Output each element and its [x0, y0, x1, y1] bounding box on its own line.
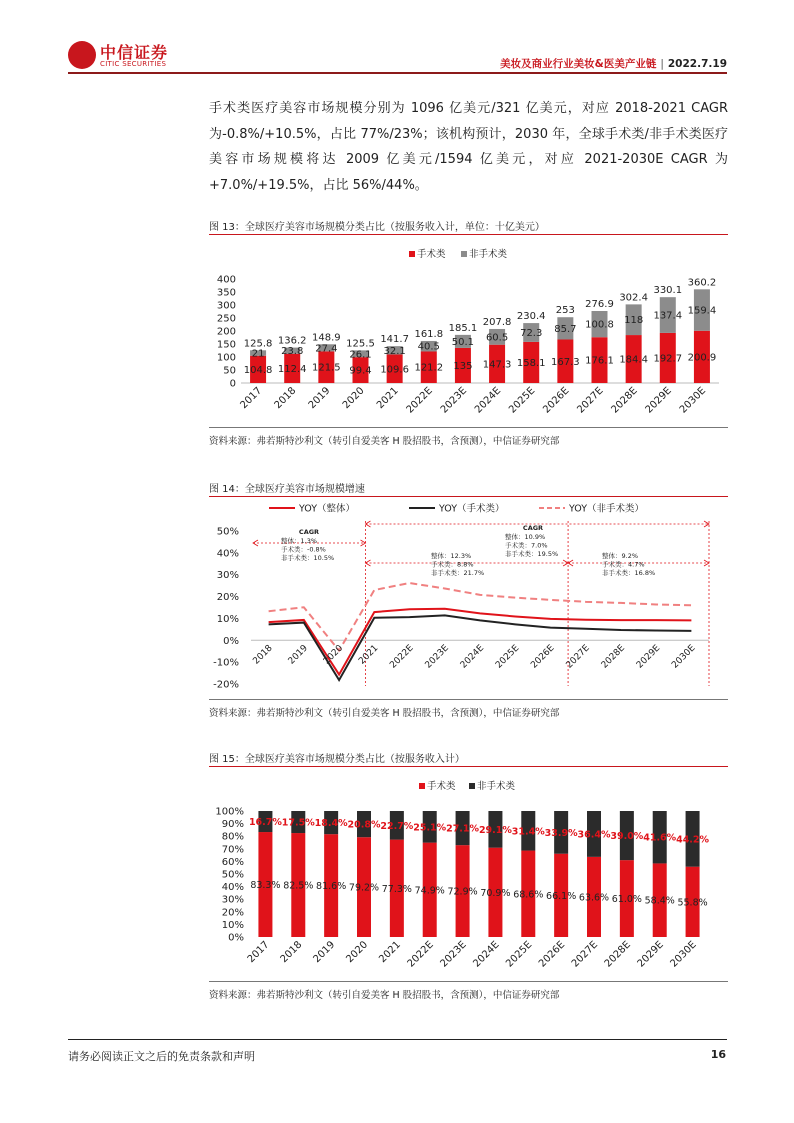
legend-swatch-1: [469, 783, 475, 789]
x-tick-label: 2019: [311, 939, 338, 966]
bar-share-label: 74.9%: [414, 885, 445, 897]
cagr-right-line: 非手术类：19.5%: [505, 550, 559, 558]
x-tick-label: 2027E: [575, 385, 606, 416]
x-tick-label: 2020: [321, 643, 346, 667]
x-tick-label: 2017: [238, 385, 265, 412]
y-tick-label: 100%: [215, 806, 244, 818]
bar-share-label: 82.5%: [283, 880, 314, 892]
x-tick-label: 2030E: [670, 643, 698, 671]
legend-label-2: YOY（非手术类）: [569, 503, 645, 515]
bar-value-label: 60.5: [485, 332, 509, 344]
x-tick-label: 2021: [357, 643, 381, 667]
y-tick-label: 50: [223, 365, 236, 377]
cagr-right-line: 手术类：7.0%: [505, 541, 548, 550]
y-tick-label: 40%: [216, 548, 239, 560]
y-tick-label: 10%: [221, 919, 244, 931]
y-tick-label: 20%: [216, 592, 239, 604]
x-tick-label: 2027E: [569, 939, 601, 970]
page-number: 16: [710, 1048, 726, 1061]
bar-value-label: 99.4: [349, 365, 372, 377]
bar-total-label: 302.4: [619, 292, 648, 304]
y-tick-label: 50%: [216, 526, 239, 538]
bar-total-label: 161.8: [414, 328, 444, 340]
y-tick-label: 300: [216, 300, 236, 312]
bar-total-label: 125.5: [346, 338, 375, 350]
x-tick-label: 2029E: [635, 939, 666, 970]
bar-share-label: 81.6%: [316, 881, 347, 893]
fig14-bottom-rule: [209, 699, 728, 700]
bar-value-label: 121.2: [414, 362, 444, 374]
bar-value-label: 184.4: [619, 354, 648, 366]
cagr-right-cagr-label: CAGR: [522, 524, 544, 532]
bar-value-label: 21: [251, 348, 265, 360]
bar-value-label: 26.1: [349, 349, 372, 361]
report-name: 美妆及商业行业美妆&医美产业链: [500, 58, 657, 70]
bar-share-label: 83.3%: [250, 880, 281, 892]
cagr-late-line: 手术类：4.7%: [602, 560, 645, 569]
fig14-chart: [209, 498, 728, 698]
x-tick-label: 2020: [340, 385, 367, 412]
fig15-bottom-rule: [209, 981, 728, 982]
legend-label-0: 手术类: [417, 249, 446, 260]
x-tick-label: 2026E: [541, 385, 572, 416]
y-tick-label: 30%: [221, 894, 244, 906]
bar-share-label: 41.6%: [643, 832, 677, 844]
bar-share-label: 27.1%: [446, 823, 480, 835]
x-tick-label: 2029E: [643, 385, 674, 416]
y-tick-label: 250: [216, 313, 236, 325]
y-tick-label: 0: [229, 378, 236, 390]
bar-share-label: 18.4%: [314, 818, 348, 830]
bar-share-label: 66.1%: [546, 890, 577, 902]
bar-total-label: 207.8: [482, 316, 512, 328]
legend-label-0: YOY（整体）: [299, 503, 356, 515]
y-tick-label: 10%: [216, 613, 239, 625]
cagr-mid-line: 整体：12.3%: [431, 552, 472, 560]
y-tick-label: 200: [216, 326, 236, 338]
y-tick-label: 100: [216, 352, 236, 364]
fig13-chart: [209, 236, 728, 426]
bar-value-label: 176.1: [585, 355, 614, 367]
legend-label-1: 非手术类: [477, 781, 516, 792]
x-tick-label: 2022E: [405, 939, 436, 970]
bar-share-label: 77.3%: [381, 883, 412, 895]
bar-share-label: 16.7%: [248, 817, 282, 829]
bar-share-label: 31.4%: [511, 826, 545, 838]
x-tick-label: 2028E: [599, 643, 628, 671]
bar-share-label: 29.1%: [478, 824, 512, 836]
x-tick-label: 2030E: [677, 385, 709, 416]
x-tick-label: 2019: [306, 385, 333, 412]
bar-total-label: 253: [555, 305, 575, 317]
y-tick-label: 60%: [221, 856, 244, 868]
cagr-right-line: 整体：10.9%: [505, 533, 546, 541]
footer-divider: [68, 1039, 727, 1040]
bar-share-label: 55.8%: [677, 897, 708, 909]
fig13-title: 图 13：全球医疗美容市场规模分类占比（按服务收入计，单位：十亿美元）: [209, 222, 545, 233]
x-tick-label: 2025E: [504, 939, 535, 970]
bar-share-label: 22.7%: [380, 820, 414, 832]
fig13-title-rule: [209, 234, 728, 235]
fig15-title-rule: [209, 766, 728, 767]
fig15-source: 资料来源：弗若斯特沙利文（转引自爱美客 H 股招股书，含预测），中信证券研究部: [209, 990, 560, 1001]
bar-value-label: 50.1: [451, 336, 475, 348]
bar-value-label: 137.4: [653, 310, 683, 322]
bar-total-label: 141.7: [380, 334, 409, 346]
bar-total-label: 360.2: [687, 277, 717, 289]
x-tick-label: 2023E: [423, 643, 451, 671]
bar-share-label: 63.6%: [578, 892, 610, 904]
x-tick-label: 2021: [377, 939, 403, 966]
bar-value-label: 147.3: [482, 359, 512, 371]
report-date: 2022.7.19: [667, 58, 727, 70]
x-tick-label: 2027E: [564, 643, 592, 671]
report-header: [500, 56, 727, 71]
bar-value-label: 72.3: [520, 327, 543, 339]
bar-value-label: 85.7: [554, 323, 577, 335]
bar-value-label: 104.8: [243, 364, 273, 376]
bar-value-label: 135: [453, 360, 473, 372]
y-tick-label: 20%: [221, 907, 244, 919]
x-tick-label: 2023E: [438, 385, 470, 416]
bar-value-label: 40.5: [417, 341, 440, 353]
bar-share-label: 72.9%: [447, 886, 478, 898]
x-tick-label: 2021: [374, 385, 401, 412]
x-tick-label: 2023E: [438, 939, 469, 970]
footer-disclaimer: 请务必阅读正文之后的免责条款和声明: [68, 1050, 255, 1063]
bar-value-label: 121.5: [312, 362, 341, 374]
legend-label-1: YOY（手术类）: [439, 503, 505, 515]
bar-value-label: 200.9: [687, 352, 717, 364]
fig14-title: 图 14：全球医疗美容市场规模增速: [209, 484, 365, 495]
bar-value-label: 118: [624, 315, 644, 327]
x-tick-label: 2022E: [404, 385, 435, 416]
bar-value-label: 167.3: [551, 356, 580, 368]
cagr-mid-line: 手术类：8.8%: [431, 560, 474, 569]
y-tick-label: 150: [216, 339, 236, 351]
cagr-left-line: 非手术类：10.5%: [281, 554, 335, 562]
x-tick-label: 2018: [272, 385, 299, 412]
bar-value-label: 109.6: [380, 364, 409, 376]
bar-total-label: 185.1: [448, 322, 478, 334]
bar-value-label: 32.1: [383, 345, 406, 357]
y-tick-label: 40%: [221, 882, 244, 894]
bar-share-label: 39.0%: [610, 831, 644, 843]
x-tick-label: 2026E: [537, 939, 568, 970]
bar-value-label: 112.4: [277, 363, 307, 375]
y-tick-label: 30%: [216, 570, 239, 582]
bar-share-label: 25.1%: [413, 822, 447, 834]
bar-total-label: 276.9: [585, 299, 614, 311]
x-tick-label: 2028E: [602, 939, 633, 970]
bar-value-label: 23.8: [281, 346, 304, 358]
y-tick-label: 0%: [223, 635, 239, 647]
bar-share-label: 36.4%: [577, 829, 611, 841]
x-tick-label: 2017: [245, 939, 272, 966]
bar-value-label: 27.4: [315, 343, 338, 355]
y-tick-label: -20%: [213, 679, 239, 691]
bar-total-label: 148.9: [312, 332, 341, 344]
fig13-source: 资料来源：弗若斯特沙利文（转引自爱美客 H 股招股书，含预测），中信证券研究部: [209, 436, 560, 447]
legend-swatch-0: [419, 783, 425, 789]
x-tick-label: 2030E: [668, 939, 699, 970]
bar-total-label: 230.4: [516, 311, 546, 323]
y-tick-label: 50%: [221, 869, 244, 881]
legend-swatch-0: [409, 251, 415, 257]
legend-label-0: 手术类: [427, 781, 456, 792]
x-tick-label: 2022E: [388, 643, 416, 671]
x-tick-label: 2024E: [472, 385, 504, 416]
y-tick-label: 400: [216, 274, 236, 286]
bar-share-label: 70.9%: [480, 887, 511, 899]
y-tick-label: 80%: [221, 831, 244, 843]
bar-total-label: 136.2: [277, 335, 307, 347]
cagr-left-line: 手术类：-0.8%: [281, 545, 326, 554]
x-tick-label: 2018: [251, 643, 275, 667]
fig13-bottom-rule: [209, 427, 728, 428]
y-tick-label: 0%: [228, 932, 244, 944]
body-paragraph: 手术类医疗美容市场规模分别为 1096 亿美元/321 亿美元，对应 2018-2021 CAGR 为-0.8%/+10.5%，占比 77%/23%；该机构预计，2030 年，全球手术类/非手术类医疗美容市场规模将达 2009 亿美元/1594 亿美元，对应 2021-2030E CAGR 为+7.0%/+19.5%，占比 56%/44%。: [209, 101, 728, 193]
x-tick-label: 2024E: [471, 939, 502, 970]
legend-swatch-1: [461, 251, 467, 257]
x-tick-label: 2026E: [529, 643, 557, 671]
bar-share-label: 61.0%: [611, 894, 642, 906]
bar-value-label: 192.7: [653, 353, 683, 365]
cagr-left-line: 整体：1.3%: [281, 537, 318, 545]
logo-text-cn: 中信证券: [100, 43, 169, 62]
bar-value-label: 158.1: [516, 357, 546, 369]
bar-share-label: 17.5%: [281, 817, 315, 829]
header-divider: [68, 72, 727, 74]
fig15-chart: [209, 768, 728, 980]
header-separator: |: [660, 58, 664, 70]
fig14-title-rule: [209, 496, 728, 497]
x-tick-label: 2025E: [494, 643, 522, 671]
x-tick-label: 2020: [344, 939, 371, 966]
y-tick-label: -10%: [213, 657, 239, 669]
x-tick-label: 2024E: [458, 643, 487, 671]
bar-share-label: 44.2%: [676, 834, 710, 846]
x-tick-label: 2025E: [507, 385, 538, 416]
y-tick-label: 90%: [221, 819, 244, 831]
fig15-title: 图 15：全球医疗美容市场规模分类占比（按服务收入计）: [209, 754, 465, 765]
bar-share-label: 68.6%: [513, 889, 544, 901]
bar-share-label: 20.8%: [347, 819, 381, 831]
fig14-source: 资料来源：弗若斯特沙利文（转引自爱美客 H 股招股书，含预测），中信证券研究部: [209, 708, 560, 719]
bar-total-label: 330.1: [653, 285, 683, 297]
legend-label-1: 非手术类: [469, 249, 508, 260]
cagr-mid-line: 非手术类：21.7%: [431, 569, 485, 577]
bar-value-label: 100.8: [585, 319, 614, 331]
bar-value-label: 159.4: [687, 305, 717, 317]
x-tick-label: 2029E: [634, 643, 663, 671]
logo-text-en: CITIC SECURITIES: [100, 60, 167, 68]
x-tick-label: 2019: [286, 643, 310, 667]
bar-share-label: 58.4%: [644, 895, 675, 907]
x-tick-label: 2018: [278, 939, 305, 966]
cagr-left-cagr-label: CAGR: [298, 528, 320, 536]
bar-share-label: 33.9%: [544, 827, 578, 839]
x-tick-label: 2028E: [609, 385, 640, 416]
citic-logo-icon: [68, 41, 96, 69]
y-tick-label: 350: [216, 287, 236, 299]
y-tick-label: 70%: [221, 844, 244, 856]
cagr-late-line: 非手术类：16.8%: [602, 569, 656, 577]
cagr-late-line: 整体：9.2%: [602, 552, 639, 560]
bar-share-label: 79.2%: [348, 882, 380, 894]
bar-total-label: 125.8: [243, 338, 273, 350]
